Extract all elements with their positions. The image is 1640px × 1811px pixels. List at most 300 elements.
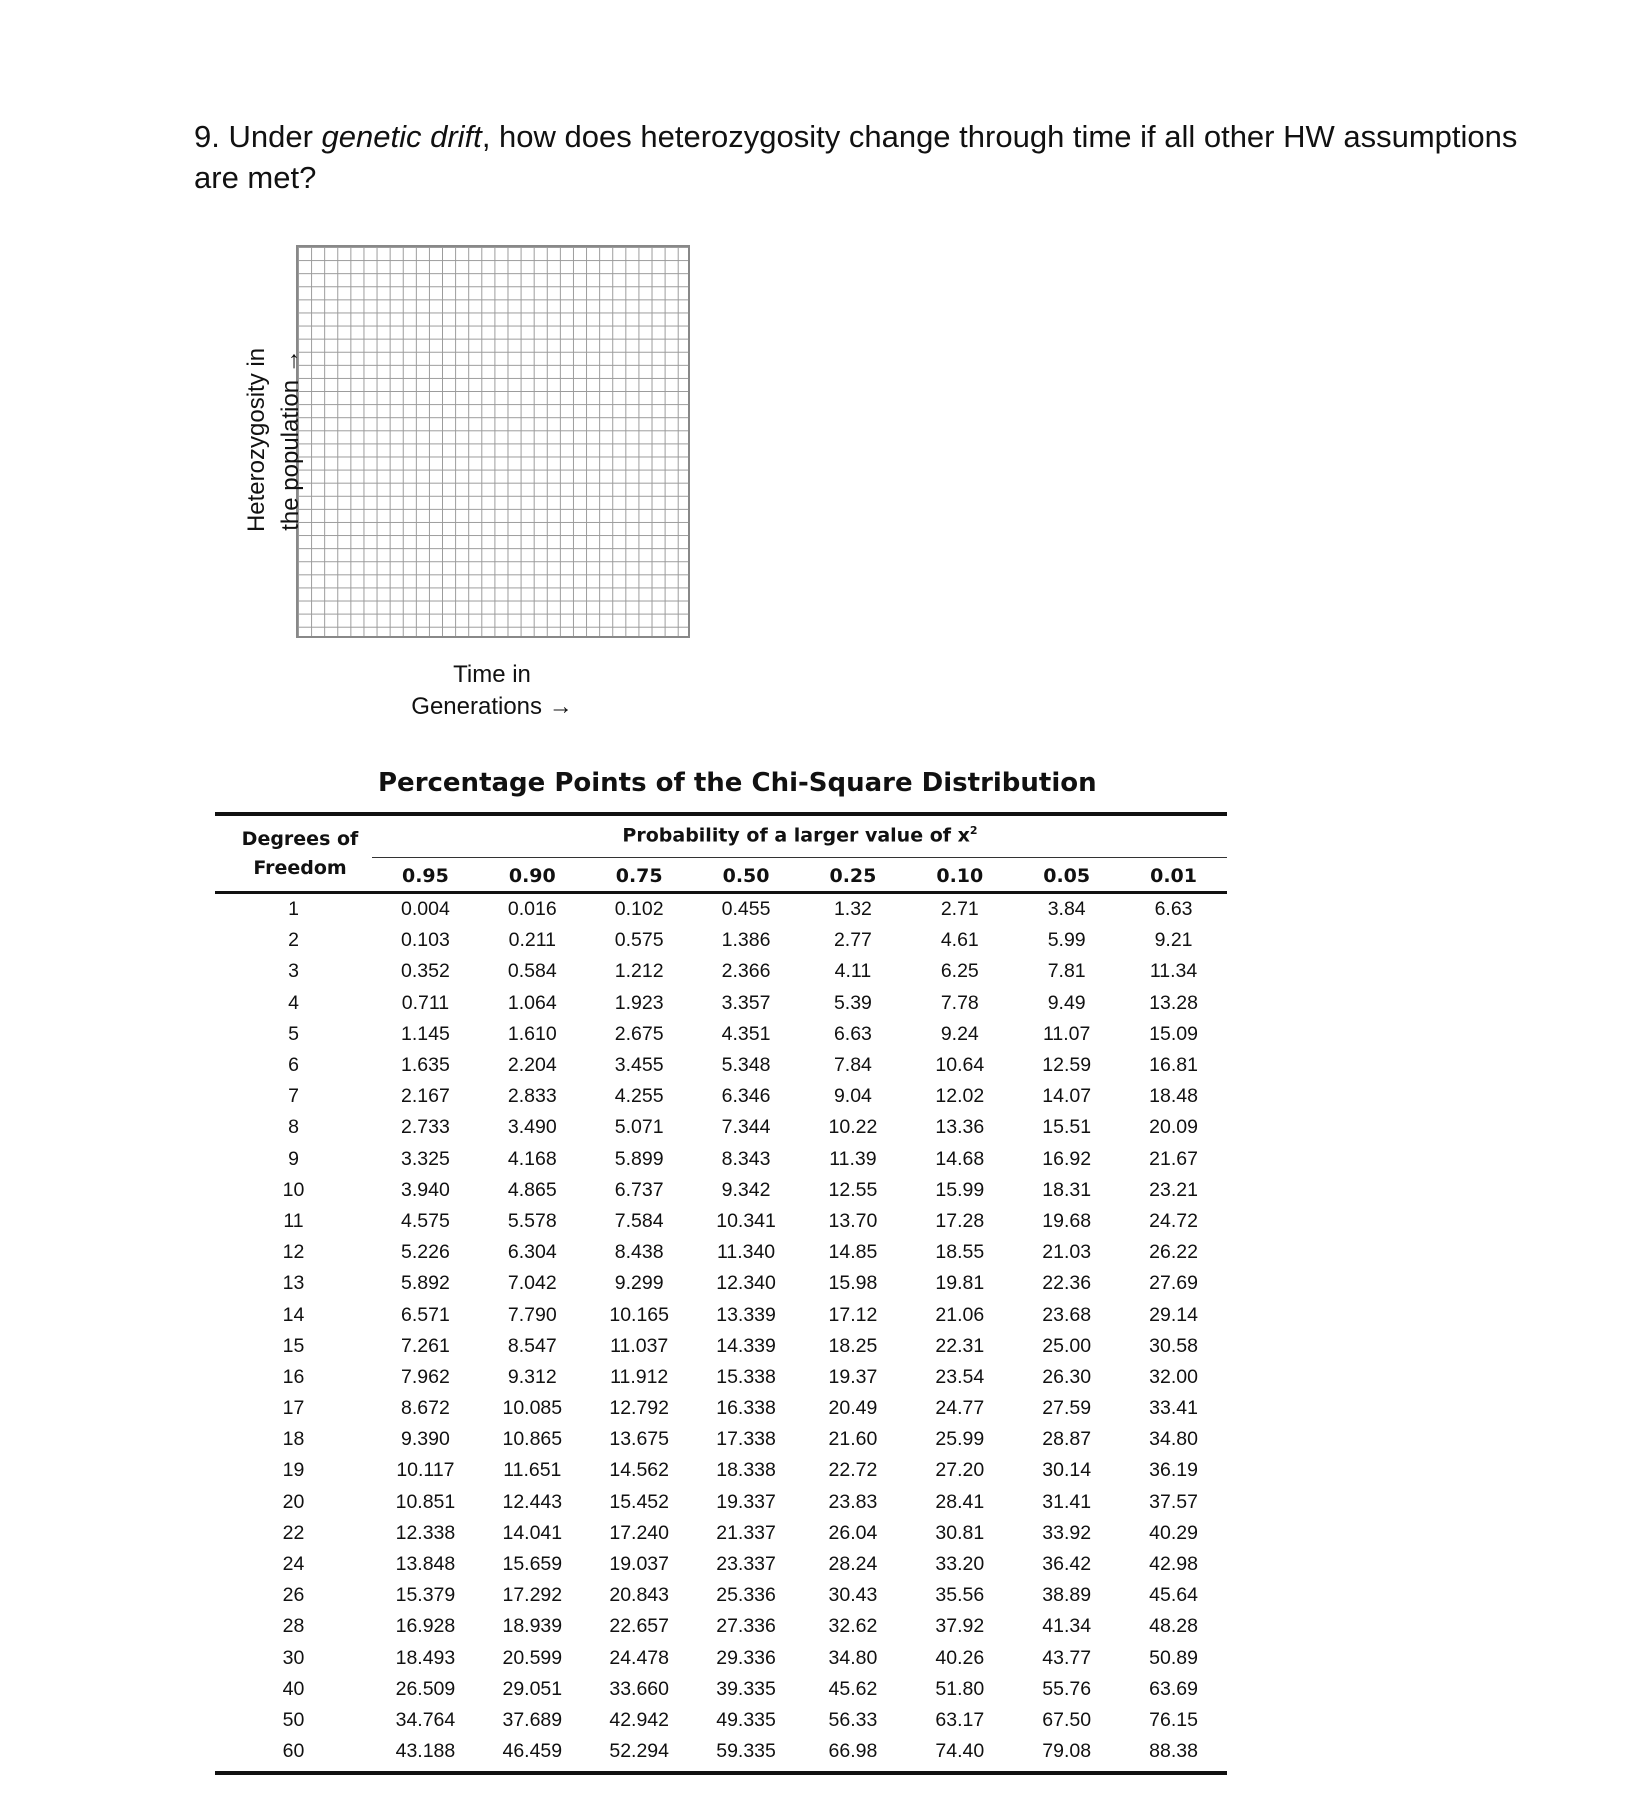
dof-cell: 30	[282, 1646, 305, 1669]
table-row	[215, 1455, 1227, 1486]
value-cell: 9.312	[507, 1365, 557, 1388]
value-cell: 36.19	[1149, 1459, 1198, 1482]
value-cell: 63.69	[1149, 1677, 1198, 1700]
value-cell: 51.80	[935, 1677, 985, 1700]
value-cell: 19.37	[828, 1365, 878, 1388]
value-cell: 45.62	[828, 1677, 878, 1700]
dof-header-line2: Freedom	[253, 857, 347, 879]
value-cell: 3.455	[614, 1054, 664, 1077]
table-row	[215, 1268, 1227, 1299]
value-cell: 15.379	[395, 1584, 456, 1607]
value-cell: 28.24	[828, 1553, 878, 1576]
value-cell: 4.865	[507, 1178, 557, 1201]
dof-cell: 24	[282, 1553, 305, 1576]
value-cell: 23.83	[828, 1490, 878, 1513]
value-cell: 18.55	[935, 1241, 985, 1264]
table-row	[215, 1144, 1227, 1175]
value-cell: 26.509	[395, 1677, 456, 1700]
column-header: 0.90	[508, 865, 556, 887]
value-cell: 0.004	[401, 898, 450, 921]
value-cell: 6.63	[833, 1022, 872, 1045]
dof-cell: 3	[288, 960, 299, 983]
value-cell: 31.41	[1042, 1490, 1092, 1513]
value-cell: 20.09	[1149, 1116, 1198, 1139]
value-cell: 7.78	[940, 991, 979, 1014]
value-cell: 39.335	[716, 1677, 776, 1700]
value-cell: 42.942	[609, 1708, 670, 1731]
value-cell: 32.62	[828, 1615, 878, 1638]
value-cell: 15.338	[716, 1365, 776, 1388]
table-row	[215, 925, 1227, 956]
dof-cell: 4	[288, 991, 299, 1014]
value-cell: 0.211	[508, 929, 556, 952]
column-header: 0.05	[1043, 865, 1091, 887]
value-cell: 5.899	[614, 1147, 664, 1170]
value-cell: 6.737	[614, 1178, 664, 1201]
dof-cell: 22	[282, 1521, 305, 1544]
value-cell: 2.675	[614, 1022, 664, 1045]
table-row	[215, 1736, 1227, 1767]
value-cell: 15.452	[609, 1490, 670, 1513]
dof-cell: 50	[282, 1708, 305, 1731]
value-cell: 1.923	[614, 991, 664, 1014]
chi-table-body	[215, 894, 1227, 1767]
value-cell: 27.20	[935, 1459, 985, 1482]
chi-table-title: Percentage Points of the Chi-Square Distribution	[378, 768, 1097, 798]
value-cell: 50.89	[1149, 1646, 1198, 1669]
dof-cell: 14	[282, 1303, 305, 1326]
value-cell: 16.81	[1149, 1054, 1198, 1077]
dof-cell: 16	[282, 1365, 305, 1388]
x-axis-label	[392, 659, 592, 723]
value-cell: 18.939	[502, 1615, 563, 1638]
value-cell: 17.28	[935, 1209, 985, 1232]
value-cell: 43.188	[395, 1740, 456, 1763]
table-row	[215, 1362, 1227, 1393]
value-cell: 5.892	[401, 1272, 450, 1295]
value-cell: 18.48	[1149, 1085, 1198, 1108]
value-cell: 30.81	[935, 1521, 985, 1544]
value-cell: 49.335	[716, 1708, 776, 1731]
value-cell: 6.571	[401, 1303, 450, 1326]
value-cell: 12.792	[609, 1397, 670, 1420]
value-cell: 24.72	[1149, 1209, 1198, 1232]
value-cell: 59.335	[716, 1740, 776, 1763]
value-cell: 30.43	[828, 1584, 878, 1607]
value-cell: 7.81	[1047, 960, 1086, 983]
value-cell: 3.940	[401, 1178, 450, 1201]
column-header: 0.50	[722, 865, 770, 887]
value-cell: 10.341	[716, 1209, 776, 1232]
table-row	[215, 1643, 1227, 1674]
question-rest: , how does heterozygosity change through time if all other HW assumptions are met?	[194, 119, 1518, 195]
value-cell: 19.68	[1042, 1209, 1092, 1232]
column-header: 0.25	[829, 865, 877, 887]
answer-graph-grid[interactable]	[296, 245, 690, 638]
value-cell: 0.102	[614, 898, 664, 921]
value-cell: 9.21	[1154, 929, 1193, 952]
value-cell: 28.41	[935, 1490, 985, 1513]
question-emphasis: genetic drift	[321, 119, 482, 154]
dof-header-line1: Degrees of	[241, 828, 359, 850]
dof-cell: 60	[282, 1740, 305, 1763]
value-cell: 2.71	[940, 898, 979, 921]
value-cell: 11.39	[829, 1147, 877, 1170]
value-cell: 23.21	[1149, 1178, 1198, 1201]
value-cell: 23.54	[935, 1365, 985, 1388]
value-cell: 30.58	[1149, 1334, 1198, 1357]
dof-cell: 6	[288, 1054, 299, 1077]
value-cell: 24.77	[935, 1397, 985, 1420]
value-cell: 46.459	[502, 1740, 563, 1763]
value-cell: 6.25	[940, 960, 979, 983]
dof-cell: 8	[288, 1116, 299, 1139]
value-cell: 52.294	[609, 1740, 670, 1763]
value-cell: 33.92	[1042, 1521, 1092, 1544]
dof-cell: 19	[282, 1459, 305, 1482]
value-cell: 56.33	[828, 1708, 878, 1731]
dof-cell: 17	[282, 1397, 305, 1420]
table-row	[215, 1112, 1227, 1143]
value-cell: 34.80	[828, 1646, 878, 1669]
dof-cell: 18	[282, 1428, 305, 1451]
value-cell: 10.085	[502, 1397, 563, 1420]
value-cell: 4.255	[614, 1085, 664, 1108]
table-row	[215, 1081, 1227, 1112]
value-cell: 1.212	[614, 960, 664, 983]
value-cell: 0.575	[614, 929, 664, 952]
value-cell: 10.22	[828, 1116, 878, 1139]
value-cell: 7.344	[721, 1116, 771, 1139]
table-row	[215, 1549, 1227, 1580]
value-cell: 8.343	[721, 1147, 771, 1170]
value-cell: 16.338	[716, 1397, 776, 1420]
dof-cell: 26	[282, 1584, 305, 1607]
value-cell: 22.36	[1042, 1272, 1092, 1295]
value-cell: 21.60	[828, 1428, 878, 1451]
value-cell: 13.36	[935, 1116, 985, 1139]
value-cell: 25.336	[716, 1584, 776, 1607]
value-cell: 32.00	[1149, 1365, 1198, 1388]
value-cell: 20.49	[828, 1397, 878, 1420]
value-cell: 33.41	[1149, 1397, 1198, 1420]
value-cell: 1.064	[507, 991, 557, 1014]
value-cell: 25.00	[1042, 1334, 1092, 1357]
value-cell: 11.34	[1149, 960, 1198, 983]
table-row	[215, 1674, 1227, 1705]
table-row	[215, 1237, 1227, 1268]
value-cell: 1.610	[507, 1022, 557, 1045]
value-cell: 6.63	[1154, 898, 1193, 921]
value-cell: 2.204	[507, 1054, 557, 1077]
value-cell: 12.443	[502, 1490, 563, 1513]
dof-cell: 2	[288, 929, 299, 952]
value-cell: 15.98	[828, 1272, 878, 1295]
value-cell: 21.03	[1042, 1241, 1092, 1264]
question-number: 9.	[194, 119, 220, 154]
value-cell: 12.59	[1042, 1054, 1092, 1077]
value-cell: 10.64	[935, 1054, 985, 1077]
question-lead: Under	[228, 119, 313, 154]
table-row	[215, 1518, 1227, 1549]
value-cell: 2.77	[833, 929, 872, 952]
probability-columns	[372, 865, 1227, 887]
value-cell: 13.28	[1149, 991, 1198, 1014]
value-cell: 34.80	[1149, 1428, 1198, 1451]
x-axis-label-line1: Time in	[453, 661, 531, 688]
value-cell: 14.041	[502, 1521, 563, 1544]
value-cell: 12.340	[716, 1272, 776, 1295]
value-cell: 9.342	[721, 1178, 771, 1201]
value-cell: 5.348	[721, 1054, 771, 1077]
value-cell: 21.337	[716, 1521, 776, 1544]
table-top-rule	[215, 812, 1227, 816]
value-cell: 66.98	[828, 1740, 878, 1763]
dof-cell: 13	[282, 1272, 305, 1295]
table-row	[215, 988, 1227, 1019]
column-header: 0.01	[1150, 865, 1197, 887]
value-cell: 4.61	[940, 929, 979, 952]
table-row	[215, 956, 1227, 987]
value-cell: 11.037	[610, 1334, 669, 1357]
dof-cell: 28	[282, 1615, 305, 1638]
value-cell: 88.38	[1149, 1740, 1198, 1763]
value-cell: 24.478	[609, 1646, 670, 1669]
value-cell: 7.584	[614, 1209, 664, 1232]
value-cell: 4.168	[507, 1147, 557, 1170]
value-cell: 18.493	[395, 1646, 456, 1669]
value-cell: 35.56	[935, 1584, 985, 1607]
value-cell: 5.578	[507, 1209, 557, 1232]
value-cell: 33.20	[935, 1553, 985, 1576]
value-cell: 17.338	[716, 1428, 776, 1451]
value-cell: 9.299	[614, 1272, 664, 1295]
value-cell: 21.67	[1149, 1147, 1198, 1170]
value-cell: 42.98	[1149, 1553, 1198, 1576]
dof-cell: 20	[282, 1490, 305, 1513]
value-cell: 17.292	[502, 1584, 563, 1607]
value-cell: 26.22	[1149, 1241, 1198, 1264]
value-cell: 48.28	[1149, 1615, 1198, 1638]
value-cell: 38.89	[1042, 1584, 1092, 1607]
value-cell: 10.165	[609, 1303, 670, 1326]
table-row	[215, 1393, 1227, 1424]
value-cell: 0.016	[507, 898, 557, 921]
value-cell: 20.843	[609, 1584, 670, 1607]
value-cell: 4.575	[401, 1209, 450, 1232]
value-cell: 1.386	[721, 929, 771, 952]
value-cell: 13.339	[716, 1303, 776, 1326]
value-cell: 10.851	[395, 1490, 456, 1513]
y-axis-label	[240, 348, 308, 532]
x-axis-label-line2: Generations →	[411, 693, 573, 720]
value-cell: 29.14	[1149, 1303, 1198, 1326]
value-cell: 7.790	[507, 1303, 557, 1326]
value-cell: 6.304	[507, 1241, 557, 1264]
value-cell: 0.584	[507, 960, 557, 983]
value-cell: 13.675	[609, 1428, 670, 1451]
table-row	[215, 1487, 1227, 1518]
dof-cell: 5	[288, 1022, 299, 1045]
value-cell: 4.351	[721, 1022, 771, 1045]
value-cell: 3.490	[507, 1116, 557, 1139]
value-cell: 36.42	[1042, 1553, 1092, 1576]
value-cell: 5.99	[1047, 929, 1086, 952]
value-cell: 8.547	[507, 1334, 557, 1357]
value-cell: 3.84	[1047, 898, 1086, 921]
value-cell: 1.145	[401, 1022, 450, 1045]
value-cell: 27.336	[716, 1615, 776, 1638]
table-row	[215, 1175, 1227, 1206]
value-cell: 14.07	[1042, 1085, 1092, 1108]
value-cell: 11.651	[503, 1459, 562, 1482]
value-cell: 14.562	[609, 1459, 670, 1482]
value-cell: 0.711	[401, 991, 450, 1014]
probability-header-text: Probability of a larger value of x	[622, 824, 970, 847]
table-row	[215, 1705, 1227, 1736]
value-cell: 15.99	[935, 1178, 985, 1201]
value-cell: 14.339	[716, 1334, 776, 1357]
value-cell: 0.103	[401, 929, 450, 952]
value-cell: 40.26	[935, 1646, 985, 1669]
value-cell: 29.336	[716, 1646, 776, 1669]
value-cell: 22.31	[935, 1334, 985, 1357]
value-cell: 9.24	[940, 1022, 979, 1045]
value-cell: 23.337	[716, 1553, 776, 1576]
value-cell: 12.338	[395, 1521, 456, 1544]
value-cell: 7.261	[401, 1334, 450, 1357]
value-cell: 37.57	[1149, 1490, 1198, 1513]
y-axis-label-line1: Heterozygosity in	[243, 347, 270, 533]
value-cell: 14.85	[828, 1241, 878, 1264]
value-cell: 22.72	[828, 1459, 878, 1482]
probability-header-rule	[372, 857, 1227, 858]
value-cell: 10.865	[502, 1428, 563, 1451]
value-cell: 11.340	[716, 1241, 776, 1264]
value-cell: 76.15	[1149, 1708, 1198, 1731]
value-cell: 0.455	[721, 898, 771, 921]
value-cell: 2.833	[507, 1085, 557, 1108]
value-cell: 29.051	[502, 1677, 563, 1700]
dof-cell: 10	[282, 1178, 305, 1201]
value-cell: 11.07	[1043, 1022, 1091, 1045]
value-cell: 9.390	[401, 1428, 450, 1451]
value-cell: 19.037	[609, 1553, 670, 1576]
value-cell: 19.337	[716, 1490, 776, 1513]
value-cell: 3.325	[401, 1147, 450, 1170]
value-cell: 26.30	[1042, 1365, 1092, 1388]
value-cell: 15.09	[1149, 1022, 1198, 1045]
y-axis-label-line2: the population →	[277, 349, 304, 531]
value-cell: 15.659	[502, 1553, 563, 1576]
table-bottom-rule	[215, 1771, 1227, 1775]
dof-cell: 15	[282, 1334, 305, 1357]
table-row	[215, 1580, 1227, 1611]
value-cell: 23.68	[1042, 1303, 1092, 1326]
value-cell: 17.240	[609, 1521, 670, 1544]
value-cell: 14.68	[935, 1147, 985, 1170]
table-row	[215, 1424, 1227, 1455]
value-cell: 2.167	[401, 1085, 450, 1108]
value-cell: 27.69	[1149, 1272, 1198, 1295]
value-cell: 20.599	[502, 1646, 563, 1669]
value-cell: 21.06	[935, 1303, 985, 1326]
value-cell: 10.117	[396, 1459, 455, 1482]
value-cell: 16.92	[1042, 1147, 1092, 1170]
value-cell: 3.357	[721, 991, 771, 1014]
value-cell: 13.848	[395, 1553, 456, 1576]
value-cell: 33.660	[609, 1677, 670, 1700]
dof-cell: 1	[288, 898, 299, 921]
value-cell: 13.70	[828, 1209, 878, 1232]
column-header: 0.10	[936, 865, 984, 887]
value-cell: 15.51	[1042, 1116, 1092, 1139]
dof-cell: 11	[283, 1209, 304, 1232]
table-row	[215, 1611, 1227, 1642]
table-row	[215, 1299, 1227, 1330]
value-cell: 9.49	[1047, 991, 1086, 1014]
value-cell: 0.352	[401, 960, 450, 983]
value-cell: 5.226	[401, 1241, 450, 1264]
value-cell: 37.92	[935, 1615, 985, 1638]
value-cell: 40.29	[1149, 1521, 1198, 1544]
value-cell: 18.25	[828, 1334, 878, 1357]
dof-cell: 7	[288, 1085, 299, 1108]
value-cell: 2.366	[721, 960, 771, 983]
value-cell: 11.912	[610, 1365, 669, 1388]
value-cell: 17.12	[828, 1303, 878, 1326]
probability-header	[380, 824, 1220, 846]
value-cell: 43.77	[1042, 1646, 1092, 1669]
value-cell: 18.338	[716, 1459, 776, 1482]
dof-cell: 9	[288, 1147, 299, 1170]
value-cell: 37.689	[502, 1708, 563, 1731]
table-row	[215, 1331, 1227, 1362]
value-cell: 7.042	[507, 1272, 557, 1295]
value-cell: 5.39	[833, 991, 872, 1014]
value-cell: 7.84	[833, 1054, 872, 1077]
value-cell: 12.02	[935, 1085, 985, 1108]
value-cell: 8.438	[614, 1241, 664, 1264]
value-cell: 34.764	[395, 1708, 456, 1731]
value-cell: 9.04	[833, 1085, 872, 1108]
value-cell: 26.04	[828, 1521, 878, 1544]
value-cell: 25.99	[935, 1428, 985, 1451]
value-cell: 79.08	[1042, 1740, 1092, 1763]
value-cell: 19.81	[935, 1272, 985, 1295]
value-cell: 22.657	[609, 1615, 670, 1638]
value-cell: 12.55	[828, 1178, 878, 1201]
column-header: 0.75	[615, 865, 663, 887]
value-cell: 8.672	[401, 1397, 450, 1420]
value-cell: 6.346	[721, 1085, 771, 1108]
dof-cell: 12	[282, 1241, 305, 1264]
value-cell: 45.64	[1149, 1584, 1198, 1607]
value-cell: 7.962	[401, 1365, 450, 1388]
value-cell: 55.76	[1042, 1677, 1092, 1700]
table-row	[215, 894, 1227, 925]
value-cell: 63.17	[935, 1708, 985, 1731]
value-cell: 41.34	[1042, 1615, 1092, 1638]
value-cell: 28.87	[1042, 1428, 1092, 1451]
value-cell: 2.733	[401, 1116, 450, 1139]
value-cell: 4.11	[834, 960, 872, 983]
value-cell: 30.14	[1042, 1459, 1092, 1482]
value-cell: 74.40	[935, 1740, 985, 1763]
dof-header	[220, 825, 380, 883]
dof-cell: 40	[282, 1677, 305, 1700]
value-cell: 27.59	[1042, 1397, 1092, 1420]
